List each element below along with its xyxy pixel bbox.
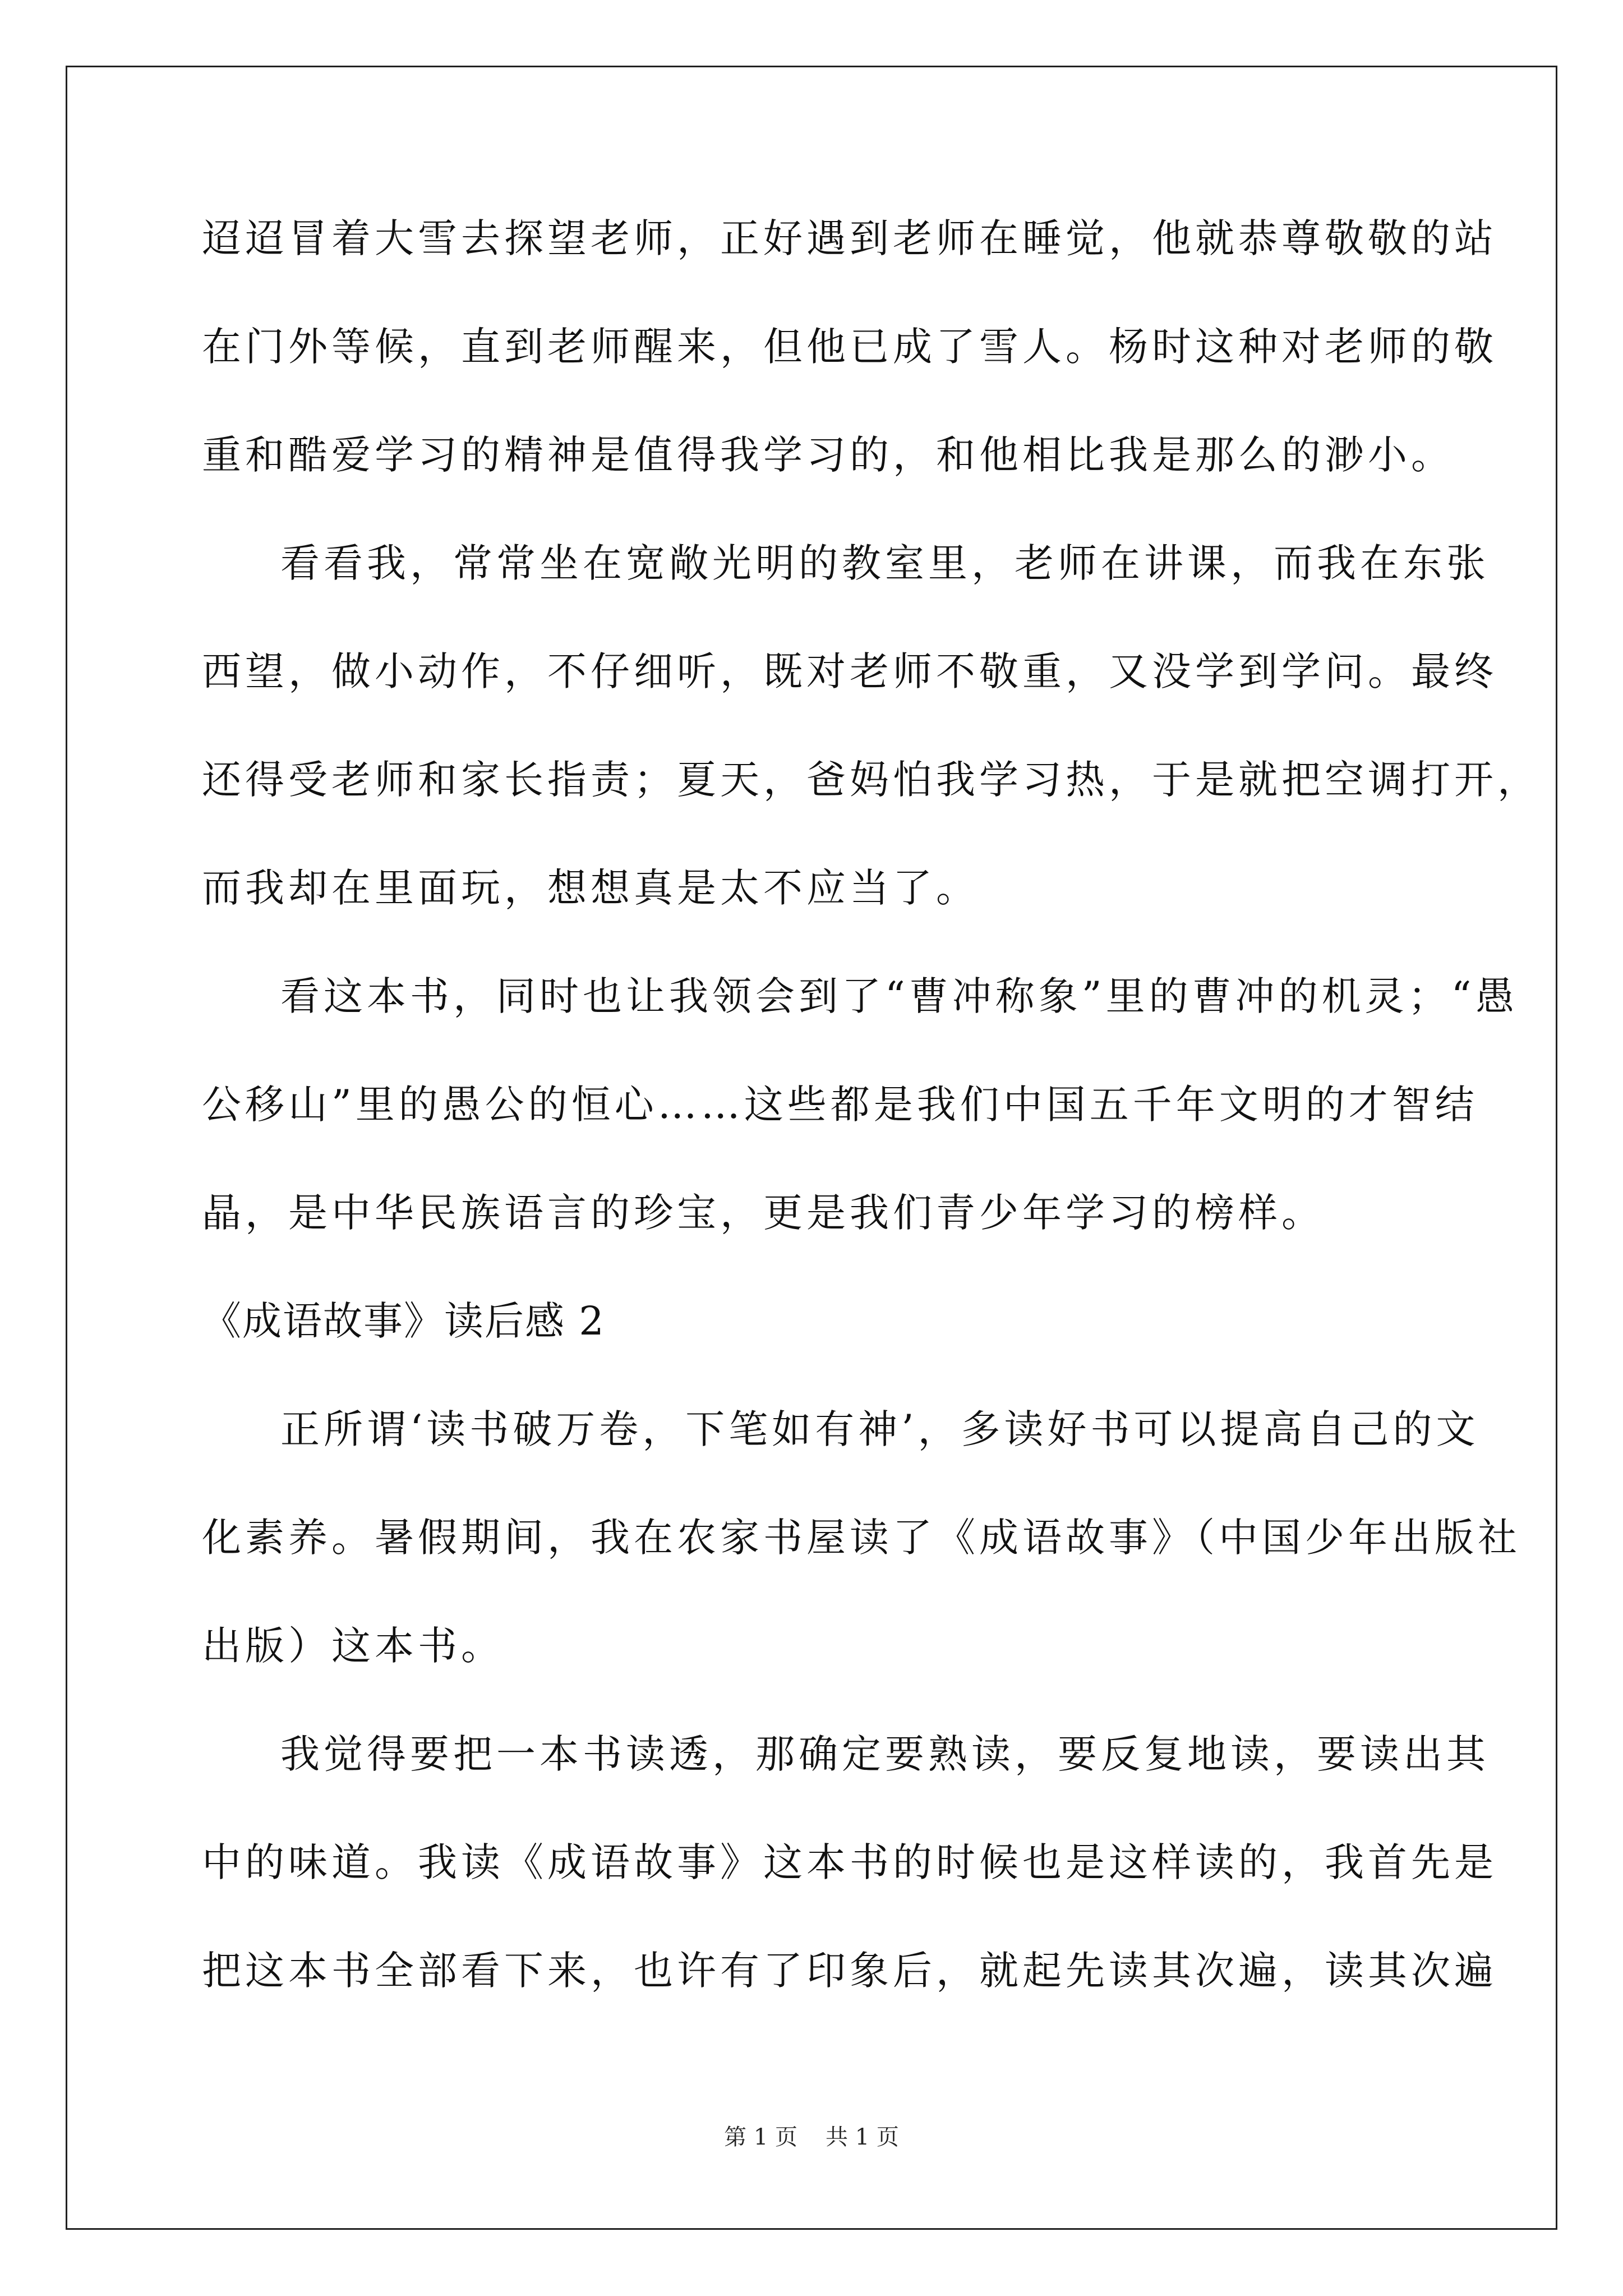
paragraph-first-line: 我觉得要把一本书读透，那确定要熟读，要反复地读，要读出其 — [280, 1731, 1490, 1777]
text-line: 重和酷爱学习的精神是值得我学习的，和他相比我是那么的渺小。 — [202, 432, 1454, 478]
text-line: 还得受老师和家长指责；夏天，爸妈怕我学习热，于是就把空调打开， — [202, 757, 1541, 803]
page-footer — [0, 2123, 1623, 2151]
page-number: 第 1 页 — [724, 2124, 797, 2150]
text-line: 在门外等候，直到老师醒来，但他已成了雪人。杨时这种对老师的敬 — [202, 324, 1497, 370]
text-line: 而我却在里面玩，想想真是太不应当了。 — [202, 865, 979, 911]
paragraph-first-line: 看这本书，同时也让我领会到了“曹冲称象”里的曹冲的机灵；“愚 — [280, 973, 1519, 1019]
paragraph-first-line: 正所谓‘读书破万卷，下笔如有神’，多读好书可以提高自己的文 — [280, 1406, 1479, 1452]
page-border — [66, 66, 1557, 2230]
text-line: 迢迢冒着大雪去探望老师，正好遇到老师在睡觉，他就恭尊敬敬的站 — [202, 215, 1497, 261]
section-heading: 《成语故事》读后感 2 — [202, 1298, 605, 1344]
text-line: 出版）这本书。 — [202, 1623, 504, 1669]
page-total: 共 1 页 — [826, 2124, 899, 2150]
paragraph-first-line: 看看我，常常坐在宽敞光明的教室里，老师在讲课，而我在东张 — [280, 540, 1490, 586]
text-line: 西望，做小动作，不仔细听，既对老师不敬重，又没学到学问。最终 — [202, 648, 1497, 694]
text-line: 公移山”里的愚公的恒心……这些都是我们中国五千年文明的才智结 — [202, 1082, 1478, 1128]
text-line: 化素养。暑假期间，我在农家书屋读了《成语故事》（中国少年出版社 — [202, 1515, 1521, 1561]
text-line: 晶，是中华民族语言的珍宝，更是我们青少年学习的榜样。 — [202, 1190, 1325, 1236]
text-line: 中的味道。我读《成语故事》这本书的时候也是这样读的，我首先是 — [202, 1839, 1497, 1885]
text-line: 把这本书全部看下来，也许有了印象后，就起先读其次遍，读其次遍 — [202, 1948, 1497, 1994]
